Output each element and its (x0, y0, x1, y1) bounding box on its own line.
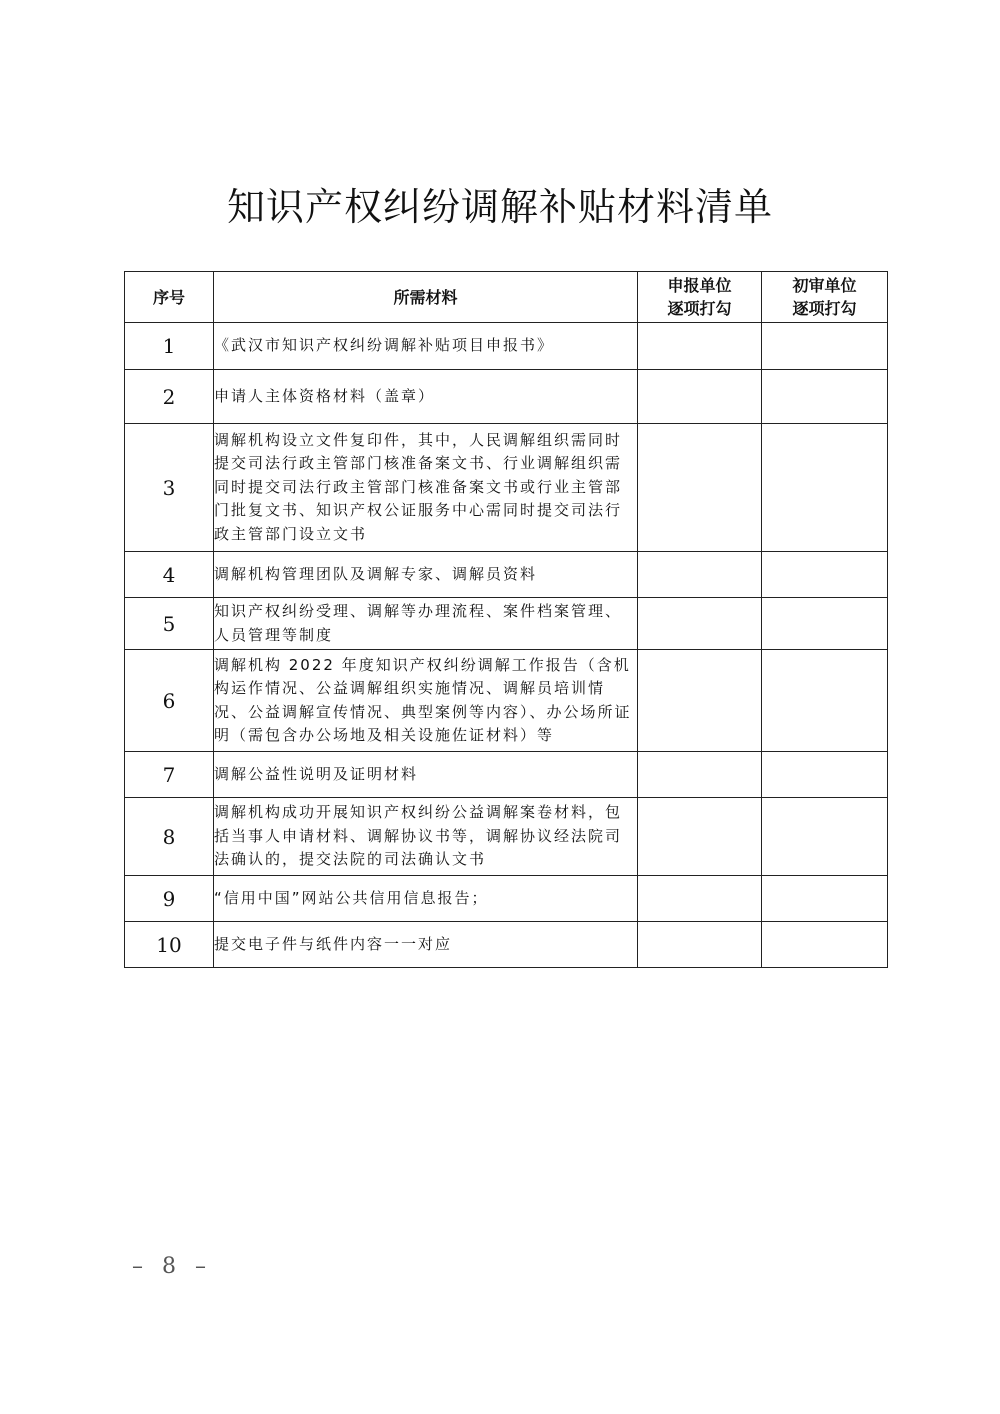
row-number: 6 (125, 650, 214, 752)
header-review-check-line1: 初审单位 (792, 276, 857, 295)
row-number: 9 (125, 876, 214, 922)
review-check-cell[interactable] (762, 922, 888, 968)
applicant-check-cell[interactable] (638, 876, 762, 922)
review-check-cell[interactable] (762, 552, 888, 598)
header-material: 所需材料 (214, 272, 638, 323)
review-check-cell[interactable] (762, 650, 888, 752)
table-row (125, 370, 888, 424)
review-check-cell[interactable] (762, 752, 888, 798)
table-row (125, 798, 888, 876)
table-row (125, 598, 888, 650)
applicant-check-cell[interactable] (638, 650, 762, 752)
header-review-check (762, 272, 888, 323)
row-material: 知识产权纠纷受理、调解等办理流程、案件档案管理、人员管理等制度 (214, 598, 638, 650)
review-check-cell[interactable] (762, 424, 888, 552)
table-row (125, 650, 888, 752)
table-row (125, 922, 888, 968)
row-number: 5 (125, 598, 214, 650)
applicant-check-cell[interactable] (638, 552, 762, 598)
review-check-cell[interactable] (762, 876, 888, 922)
applicant-check-cell[interactable] (638, 370, 762, 424)
row-material: “信用中国”网站公共信用信息报告； (214, 876, 638, 922)
applicant-check-cell[interactable] (638, 323, 762, 370)
row-number: 7 (125, 752, 214, 798)
review-check-cell[interactable] (762, 370, 888, 424)
table-row (125, 752, 888, 798)
table-row (125, 876, 888, 922)
applicant-check-cell[interactable] (638, 752, 762, 798)
row-number: 4 (125, 552, 214, 598)
applicant-check-cell[interactable] (638, 598, 762, 650)
table-row (125, 323, 888, 370)
row-material: 申请人主体资格材料（盖章） (214, 370, 638, 424)
row-material: 调解机构设立文件复印件，其中，人民调解组织需同时提交司法行政主管部门核准备案文书、行业调解组织需同时提交司法行政主管部门核准备案文书或行业主管部门批复文书、知识产权公证服务中心需同时提交司法行政主管部门设立文书 (214, 424, 638, 552)
row-material: 调解机构成功开展知识产权纠纷公益调解案卷材料，包括当事人申请材料、调解协议书等，调解协议经法院司法确认的，提交法院的司法确认文书 (214, 798, 638, 876)
table-row (125, 424, 888, 552)
row-number: 2 (125, 370, 214, 424)
header-applicant-check-line2: 逐项打勾 (667, 299, 732, 318)
header-no: 序号 (125, 272, 214, 323)
row-material: 调解机构管理团队及调解专家、调解员资料 (214, 552, 638, 598)
header-review-check-line2: 逐项打勾 (792, 299, 857, 318)
row-number: 8 (125, 798, 214, 876)
table-header-row (125, 272, 888, 323)
document-title: 知识产权纠纷调解补贴材料清单 (226, 185, 773, 229)
row-number: 1 (125, 323, 214, 370)
row-number: 10 (125, 922, 214, 968)
applicant-check-cell[interactable] (638, 922, 762, 968)
row-material: 《武汉市知识产权纠纷调解补贴项目申报书》 (214, 323, 638, 370)
review-check-cell[interactable] (762, 323, 888, 370)
row-material: 调解机构 2022 年度知识产权纠纷调解工作报告（含机构运作情况、公益调解组织实施情况、调解员培训情况、公益调解宣传情况、典型案例等内容）、办公场所证明（需包含办公场地及相关设施佐证材料）等 (214, 650, 638, 752)
row-number: 3 (125, 424, 214, 552)
row-material: 调解公益性说明及证明材料 (214, 752, 638, 798)
page-number: – 8 – (132, 1254, 212, 1279)
applicant-check-cell[interactable] (638, 424, 762, 552)
header-applicant-check (638, 272, 762, 323)
applicant-check-cell[interactable] (638, 798, 762, 876)
row-material: 提交电子件与纸件内容一一对应 (214, 922, 638, 968)
materials-checklist-table (124, 271, 888, 968)
header-applicant-check-line1: 申报单位 (667, 276, 732, 295)
table-row (125, 552, 888, 598)
review-check-cell[interactable] (762, 598, 888, 650)
review-check-cell[interactable] (762, 798, 888, 876)
